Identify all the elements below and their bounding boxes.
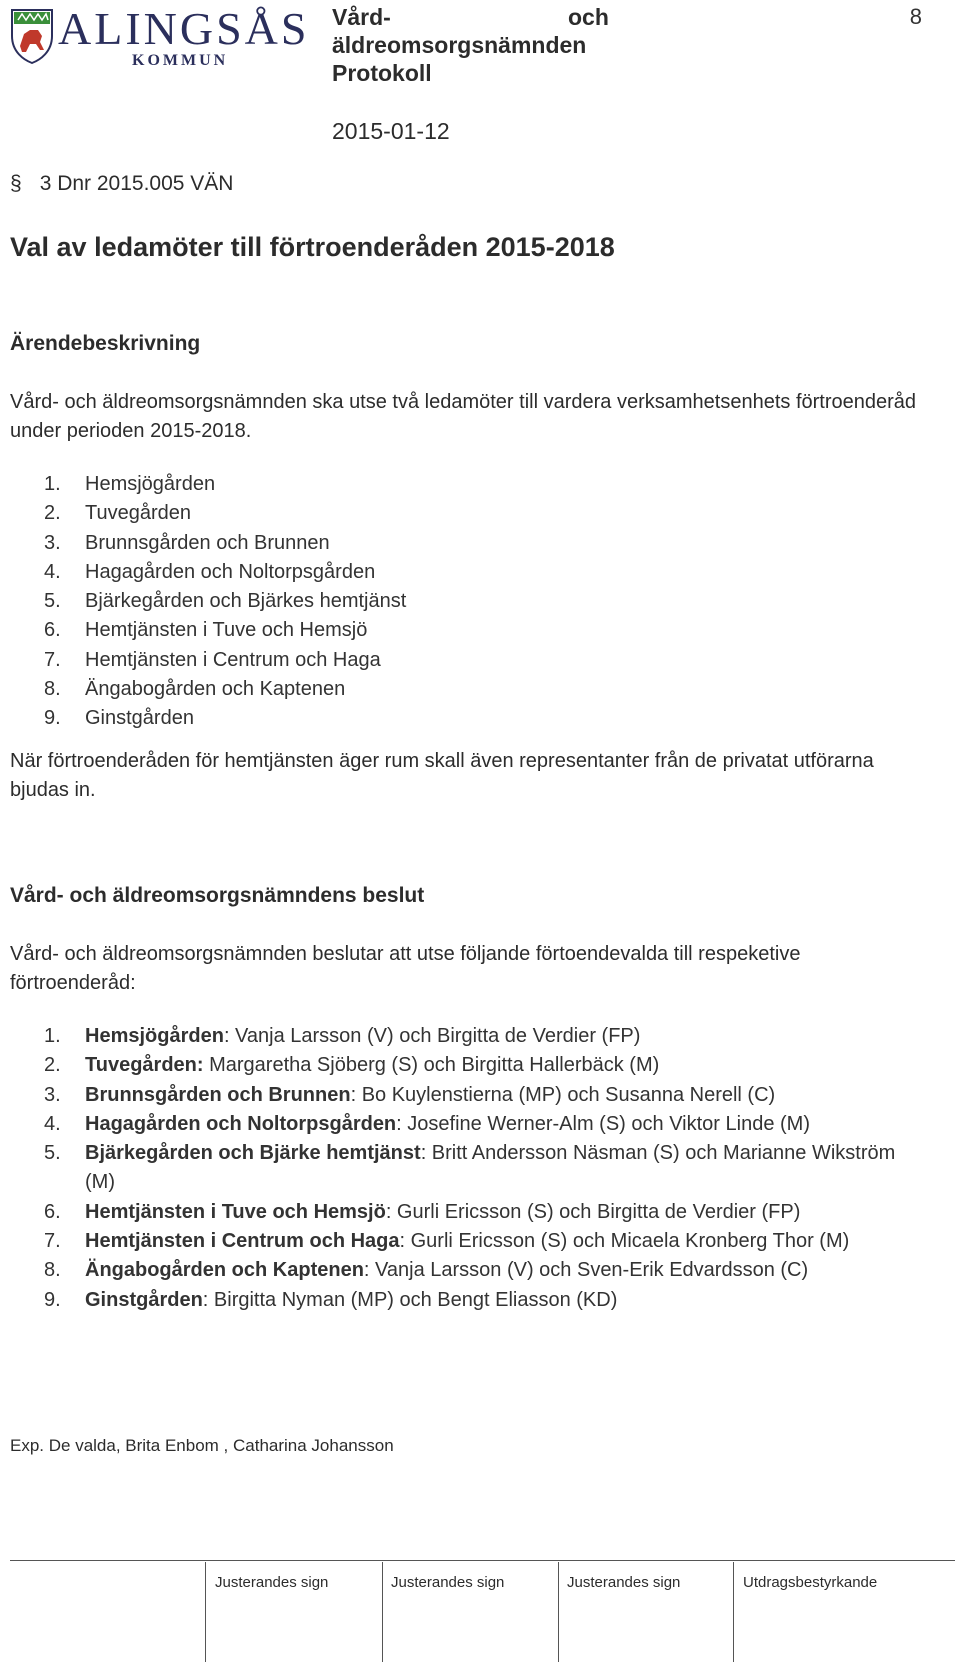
list-item-text: Hagagården och Noltorpsgården: [85, 560, 376, 583]
list-item-number: 7.: [44, 648, 61, 671]
list-item-number: 1.: [44, 473, 61, 495]
footer-divider: [10, 1560, 955, 1561]
list-item: [44, 499, 924, 528]
paragraph-reference-text: 3 Dnr 2015.005 VÄN: [39, 172, 234, 195]
list-item-number: 9.: [44, 1288, 61, 1311]
section-heading-description: Ärendebeskrivning: [10, 332, 201, 355]
list-item-number: 2.: [44, 502, 61, 525]
list-item-number: 1.: [44, 1025, 61, 1047]
unit-name: Bjärkegården och Bjärke hemtjänst: [85, 1142, 421, 1165]
appointees: Margaretha Sjöberg (S) och Birgitta Hallerbäck (M): [203, 1054, 660, 1077]
list-item-number: 4.: [44, 1112, 61, 1135]
list-item: [44, 646, 924, 675]
appointees: : Josefine Werner-Alm (S) och Viktor Linde (M): [396, 1112, 810, 1135]
list-item: [44, 529, 924, 558]
appointees: : Vanja Larsson (V) och Birgitta de Verdier (FP): [223, 1025, 641, 1047]
list-item: [44, 1081, 924, 1110]
list-item-text: Tuvegården: [85, 502, 191, 525]
appointees: : Gurli Ericsson (S) och Micaela Kronberg Thor (M): [399, 1230, 850, 1253]
unit-name: Hemtjänsten i Tuve och Hemsjö: [85, 1200, 386, 1223]
header-committee-part2: och: [568, 4, 609, 30]
description-text: Vård- och äldreomsorgsnämnden ska utse två ledamöter till vardera verksamhetsenhets förtroenderåd under perioden 2015-2018.: [10, 391, 917, 442]
expedition-line: Exp. De valda, Brita Enbom , Catharina Johansson: [10, 1436, 394, 1455]
list-item-text: Hemtjänsten i Tuve och Hemsjö: [85, 619, 368, 642]
list-item: [44, 616, 924, 645]
list-item: [44, 587, 924, 616]
list-item-text: Hemsjögården: [85, 473, 216, 495]
unit-name: Ginstgården: [85, 1288, 203, 1311]
appointees: : Bo Kuylenstierna (MP) och Susanna Nerell (C): [350, 1083, 776, 1106]
list-item-number: 2.: [44, 1054, 61, 1077]
unit-name: Tuvegården:: [85, 1054, 204, 1077]
header-committee-part3: äldreomsorgsnämnden: [332, 32, 587, 58]
section-heading-decision: Vård- och äldreomsorgsnämndens beslut: [10, 884, 425, 907]
unit-name: Hemsjögården: [85, 1025, 224, 1047]
list-item-text: [85, 1139, 924, 1198]
appointees: : Vanja Larsson (V) och Sven-Erik Edvardsson (C): [363, 1259, 809, 1282]
signature-field-2: Justerandes sign: [391, 1574, 505, 1591]
list-item-number: 3.: [44, 531, 61, 554]
list-item-number: 3.: [44, 1083, 61, 1106]
list-item: [44, 1051, 924, 1080]
list-item: [44, 1256, 924, 1285]
appointees: : Gurli Ericsson (S) och Birgitta de Verdier (FP): [385, 1200, 801, 1223]
footer-divider-vertical: [733, 1562, 734, 1662]
unit-name: Hemtjänsten i Centrum och Haga: [85, 1230, 400, 1253]
list-item-number: 4.: [44, 560, 61, 583]
certification-field: Utdragsbestyrkande: [743, 1574, 878, 1591]
description-note: När förtroenderåden för hemtjänsten äger rum skall även representanter från de privatat utförarna bjudas in.: [10, 750, 874, 801]
unit-name: Hagagården och Noltorpsgården: [85, 1112, 397, 1135]
page-title: Val av ledamöter till förtroenderåden 2015-2018: [10, 232, 615, 262]
appointees: : Birgitta Nyman (MP) och Bengt Eliasson (KD): [202, 1288, 618, 1311]
footer-divider-vertical: [558, 1562, 559, 1662]
list-item: [44, 675, 924, 704]
appointment-list: [44, 1022, 924, 1315]
list-item: [44, 470, 924, 499]
list-item-number: 6.: [44, 1200, 61, 1223]
list-item: [44, 558, 924, 587]
decision-text: Vård- och äldreomsorgsnämnden beslutar att utse följande förtoendevalda till respeketive förtroenderåd:: [10, 943, 801, 994]
list-item-number: 9.: [44, 707, 61, 730]
list-item-text: [85, 1286, 924, 1315]
meeting-date: 2015-01-12: [332, 118, 450, 144]
list-item-text: Hemtjänsten i Centrum och Haga: [85, 648, 381, 671]
list-item-number: 5.: [44, 590, 61, 613]
list-item-text: [85, 1081, 924, 1110]
signature-field-3: Justerandes sign: [567, 1574, 681, 1591]
footer-divider-vertical: [205, 1562, 206, 1662]
list-item: [44, 1139, 924, 1198]
list-item-number: 5.: [44, 1142, 61, 1165]
unit-name: Brunnsgården och Brunnen: [85, 1083, 351, 1106]
list-item-text: Ängabogården och Kaptenen: [85, 678, 346, 701]
unit-name: Ängabogården och Kaptenen: [85, 1259, 364, 1282]
appointees: : Britt Andersson Näsman (S) och Marianne Wikström (M): [85, 1142, 896, 1194]
list-item-text: Bjärkegården och Bjärkes hemtjänst: [85, 590, 407, 613]
list-item: [44, 1022, 924, 1051]
header-committee-part1: Vård-: [332, 4, 391, 30]
signature-field-1: Justerandes sign: [215, 1574, 329, 1591]
coat-of-arms-icon: [10, 6, 54, 64]
list-item-text: Ginstgården: [85, 707, 194, 730]
list-item-number: 8.: [44, 1259, 61, 1282]
municipality-logo: [10, 3, 310, 69]
list-item-text: [85, 1110, 924, 1139]
list-item-text: [85, 1227, 924, 1256]
unit-list: [44, 470, 924, 734]
page-number: 8: [909, 4, 922, 29]
section-symbol: §: [10, 172, 22, 195]
header-doc-type: Protokoll: [332, 60, 432, 86]
list-item-text: [85, 1022, 924, 1051]
logo-wordmark: ALINGSÅS: [58, 3, 310, 54]
list-item-number: 7.: [44, 1230, 61, 1253]
list-item-text: [85, 1051, 924, 1080]
list-item-number: 6.: [44, 619, 61, 642]
list-item-text: [85, 1198, 924, 1227]
list-item-number: 8.: [44, 678, 61, 701]
list-item: [44, 1198, 924, 1227]
list-item: [44, 704, 924, 733]
list-item: [44, 1110, 924, 1139]
footer-divider-vertical: [382, 1562, 383, 1662]
paragraph-reference: [10, 172, 233, 196]
logo-subtitle: KOMMUN: [132, 52, 229, 69]
list-item-text: [85, 1256, 924, 1285]
list-item: [44, 1227, 924, 1256]
list-item: [44, 1286, 924, 1315]
list-item-text: Brunnsgården och Brunnen: [85, 531, 330, 554]
